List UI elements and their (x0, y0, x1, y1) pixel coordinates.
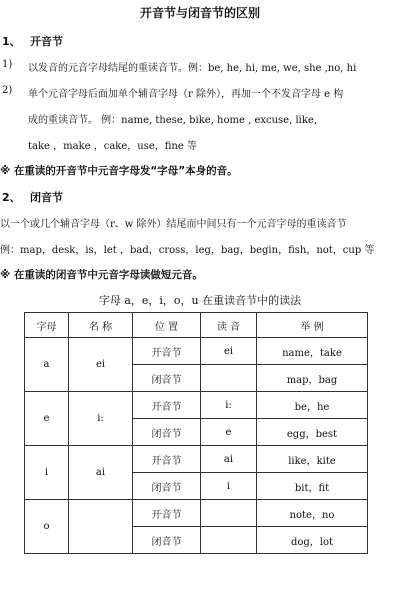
section1-heading: 开音节 (30, 35, 63, 48)
name-cell: i: (69, 392, 133, 446)
sound-cell (201, 500, 257, 527)
item2-line2: 成的重读音节。 例：name, these, bike, home , excuse, like, (28, 115, 318, 126)
example-cell: be，he (257, 392, 368, 419)
table-caption: 字母 a，e，i，o，u 在重读音节中的读法 (98, 294, 302, 307)
sound-cell: ai (201, 446, 257, 473)
table-row (25, 338, 368, 365)
header-sound: 读 音 (201, 313, 257, 338)
position-cell: 开音节 (133, 392, 201, 419)
position-cell: 闭音节 (133, 365, 201, 392)
header-position: 位 置 (133, 313, 201, 338)
item2-line1: 单个元音字母后面加单个辅音字母（r 除外），再加一个不发音字母 e 构 (28, 89, 344, 100)
position-cell: 闭音节 (133, 527, 201, 554)
header-name: 名 称 (69, 313, 133, 338)
sound-cell: i: (201, 392, 257, 419)
sound-cell: e (201, 419, 257, 446)
position-cell: 开音节 (133, 500, 201, 527)
item2-number: 2) (2, 85, 13, 96)
name-cell: ei (69, 338, 133, 392)
sound-cell: ei (201, 338, 257, 365)
section2-heading: 闭音节 (30, 191, 63, 204)
section2-line1: 以一个或几个辅音字母（r、w 除外）结尾而中间只有一个元音字母的重读音节 (0, 219, 347, 230)
position-cell: 闭音节 (133, 473, 201, 500)
table-header-row (25, 313, 368, 338)
table-row (25, 500, 368, 527)
table-row (25, 392, 368, 419)
table-row (25, 446, 368, 473)
position-cell: 闭音节 (133, 419, 201, 446)
example-cell: name，take (257, 338, 368, 365)
example-cell: note，no (257, 500, 368, 527)
example-cell: map，bag (257, 365, 368, 392)
sound-cell (201, 527, 257, 554)
example-cell: like，kite (257, 446, 368, 473)
header-example: 举 例 (257, 313, 368, 338)
letter-cell: a (25, 338, 69, 392)
position-cell: 开音节 (133, 446, 201, 473)
section2-line2: 例：map，desk，is，let ，bad，cross，leg，bag，begin，fish，not，cup 等 (0, 245, 375, 256)
header-letter: 字母 (25, 313, 69, 338)
letter-cell: o (25, 500, 69, 554)
name-cell (69, 500, 133, 554)
page-title: 开音节与闭音节的区别 (139, 6, 260, 20)
letter-cell: i (25, 446, 69, 500)
vowel-reading-table (24, 312, 368, 554)
example-cell: egg，best (257, 419, 368, 446)
section2-number: 2、 (2, 191, 21, 204)
letter-cell: e (25, 392, 69, 446)
section1-number: 1、 (2, 35, 21, 48)
position-cell: 开音节 (133, 338, 201, 365)
item1-text: 以发音的元音字母结尾的重读音节。例：be, he, hi, me, we, she ,no, hi (28, 63, 357, 74)
example-cell: dog，lot (257, 527, 368, 554)
item2-line3: take ，make ，cake，use，fine 等 (28, 141, 197, 152)
example-cell: bit，fit (257, 473, 368, 500)
sound-cell (201, 365, 257, 392)
section2-note: ※ 在重读的闭音节中元音字母读做短元音。 (0, 269, 203, 281)
name-cell: ai (69, 446, 133, 500)
item1-number: 1) (2, 59, 13, 70)
sound-cell: i (201, 473, 257, 500)
section1-note: ※ 在重读的开音节中元音字母发“字母”本身的音。 (0, 165, 238, 177)
